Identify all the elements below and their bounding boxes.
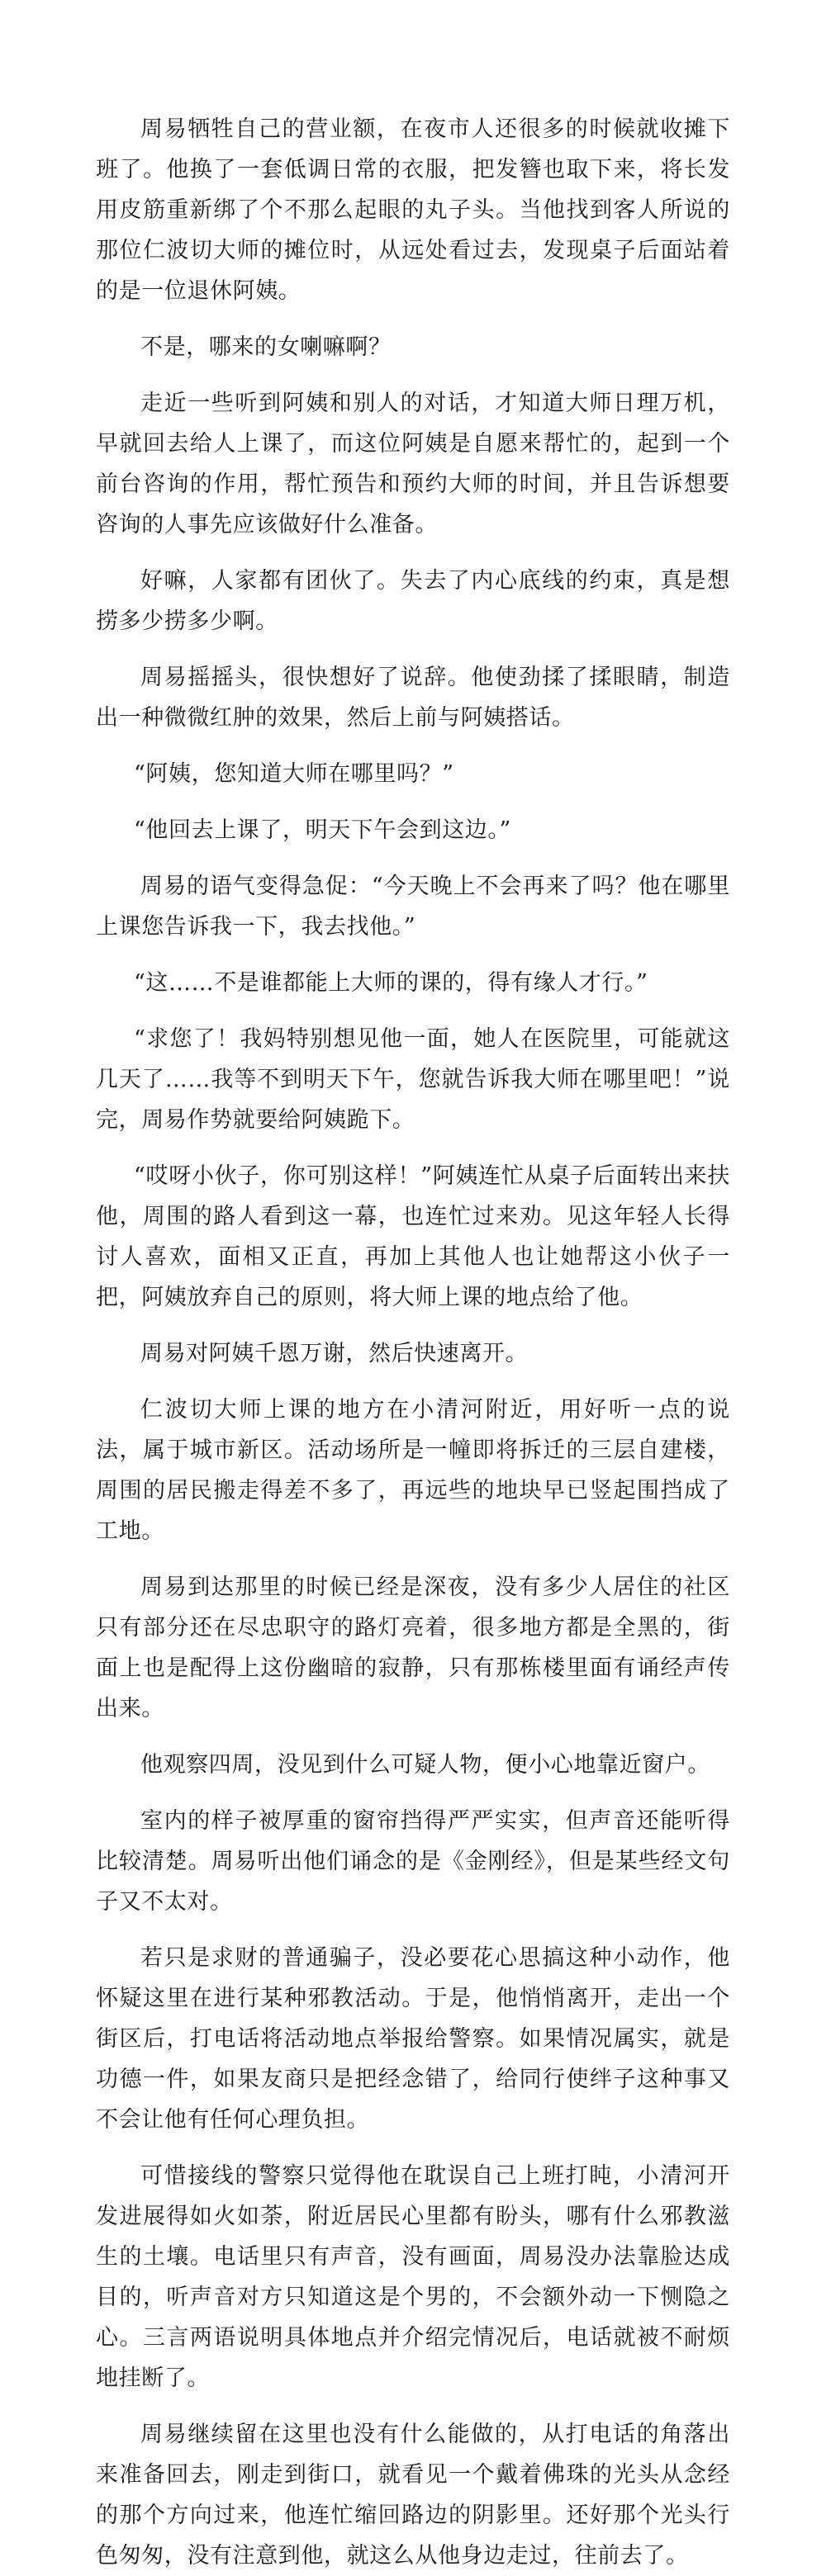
paragraph-11: “哎呀小伙子，你可别这样！”阿姨连忙从桌子后面转出来扶他，周围的路人看到这一幕，也连忙过来劝。见这年轻人长得讨人喜欢，面相又正直，再加上其他人也让她帮这小伙子一把，阿姨放弃自己的原则，将大师上课的地点给了他。 — [96, 1163, 730, 1310]
paragraph-1: 周易牺牲自己的营业额，在夜市人还很多的时候就收摊下班了。他换了一套低调日常的衣服，把发簪也取下来，将长发用皮筋重新绑了个不那么起眼的丸子头。当他找到客人所说的那位仁波切大师的摊位时，从远处看过去，发现桌子后面站着的是一位退休阿姨。 — [96, 116, 730, 304]
paragraph-4: 好嘛，人家都有团伙了。失去了内心底线的约束，真是想捞多少捞多少啊。 — [96, 568, 730, 634]
paragraph-3: 走近一些听到阿姨和别人的对话，才知道大师日理万机，早就回去给人上课了，而这位阿姨是自愿来帮忙的，起到一个前台咨询的作用，帮忙预告和预约大师的时间，并且告诉想要咨询的人事先应该做好什么准备。 — [96, 391, 730, 537]
paragraph-9: “这……不是谁都能上大师的课的，得有缘人才行。” — [134, 970, 648, 996]
paragraph-18: 可惜接线的警察只觉得他在耽误自己上班打盹，小清河开发进展得如火如荼，附近居民心里都有盼头，哪有什么邪教滋生的土壤。电话里只有声音，没有画面，周易没办法靠脸达成目的，听声音对方只知道这是个男的，不会额外动一下恻隐之心。三言两语说明具体地点并介绍完情况后，电话就被不耐烦地挂断了。 — [96, 2163, 730, 2391]
paragraph-10: “求您了！我妈特别想见他一面，她人在医院里，可能就这几天了……我等不到明天下午，您就告诉我大师在哪里吧！”说完，周易作势就要给阿姨跪下。 — [96, 1026, 730, 1133]
paragraph-15: 他观察四周，没见到什么可疑人物，便小心地靠近窗户。 — [140, 1752, 710, 1778]
paragraph-16: 室内的样子被厚重的窗帘挡得严严实实，但声音还能听得比较清楚。周易听出他们诵念的是《金刚经》，但是某些经文句子又不太对。 — [96, 1808, 730, 1915]
paragraph-7: “他回去上课了，明天下午会到这边。” — [134, 817, 511, 843]
paragraph-19: 周易继续留在这里也没有什么能做的，从打电话的角落出来准备回去，刚走到街口，就看见一个戴着佛珠的光头从念经的那个方向过来，他连忙缩回路边的阴影里。还好那个光头行色匆匆，没有注意到他，就这么从他身边走过，往前去了。 — [96, 2422, 730, 2569]
paragraph-14: 周易到达那里的时候已经是深夜，没有多少人居住的社区只有部分还在尽忠职守的路灯亮着，很多地方都是全黑的，街面上也是配得上这份幽暗的寂静，只有那栋楼里面有诵经声传出来。 — [96, 1574, 730, 1721]
paragraph-6: “阿姨，您知道大师在哪里吗？” — [134, 761, 454, 787]
paragraph-8: 周易的语气变得急促：“今天晚上不会再来了吗？他在哪里上课您告诉我一下，我去找他。” — [96, 874, 730, 940]
paragraph-5: 周易摇摇头，很快想好了说辞。他使劲揉了揉眼睛，制造出一种微微红肿的效果，然后上前与阿姨搭话。 — [96, 665, 730, 731]
paragraph-17: 若只是求财的普通骗子，没必要花心思搞这种小动作，他怀疑这里在进行某种邪教活动。于是，他悄悄离开，走出一个街区后，打电话将活动地点举报给警察。如果情况属实，就是功德一件，如果友商只是把经念错了，给同行使绊子这种事又不会让他有任何心理负担。 — [96, 1945, 730, 2133]
paragraph-2: 不是，哪来的女喇嘛啊？ — [140, 334, 392, 360]
paragraph-13: 仁波切大师上课的地方在小清河附近，用好听一点的说法，属于城市新区。活动场所是一幢即将拆迁的三层自建楼，周围的居民搬走得差不多了，再远些的地块早已竖起围挡成了工地。 — [96, 1397, 730, 1544]
paragraph-12: 周易对阿姨千恩万谢，然后快速离开。 — [140, 1341, 529, 1366]
